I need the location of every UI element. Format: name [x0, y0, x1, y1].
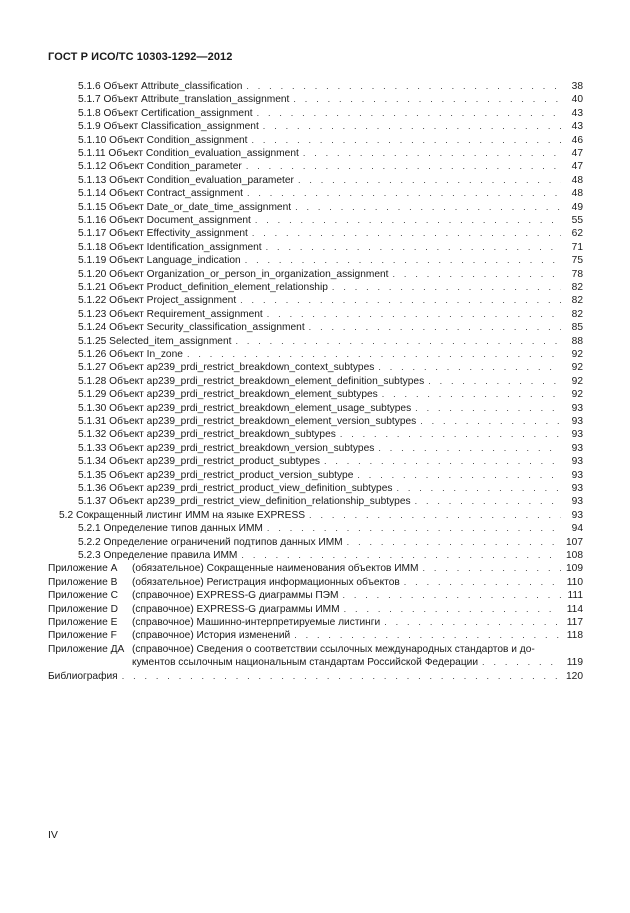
dot-leader: [257, 107, 561, 120]
toc-entry-title: 5.2 Сокращенный листинг ИММ на языке EXPRESS: [59, 509, 306, 521]
toc-entry-page: 92: [571, 362, 583, 374]
toc-entry[interactable]: [78, 254, 583, 267]
dot-leader: [267, 522, 561, 535]
toc-entry[interactable]: [78, 335, 583, 348]
toc-entry-title: (справочное) EXPRESS-G диаграммы ПЭМ: [132, 590, 339, 602]
toc-appendix[interactable]: [132, 616, 583, 629]
dot-leader: [263, 120, 561, 133]
dot-leader: [415, 495, 561, 508]
toc-entry[interactable]: [78, 227, 583, 240]
toc-entry-page: 40: [571, 94, 583, 106]
toc-entry-title: 5.1.22 Объект Project_assignment: [78, 295, 237, 307]
toc-entry-title: 5.1.37 Объект ap239_prdi_restrict_view_definition_relationship_subtypes: [78, 496, 411, 508]
toc-entry[interactable]: [78, 415, 583, 428]
toc-entry-title: 5.1.9 Объект Classification_assignment: [78, 121, 259, 133]
dot-leader: [235, 335, 561, 348]
toc-entry-title: Библиография: [48, 670, 118, 682]
toc-entry-page: 55: [571, 215, 583, 226]
dot-leader: [404, 576, 561, 589]
page-number: IV: [48, 829, 58, 841]
toc-entry-page: 47: [571, 148, 583, 159]
toc-entry[interactable]: [78, 348, 583, 361]
toc-entry[interactable]: [78, 455, 583, 468]
toc-entry[interactable]: [78, 536, 583, 549]
dot-leader: [241, 549, 561, 562]
dot-leader: [324, 455, 561, 468]
dot-leader: [247, 187, 561, 200]
dot-leader: [420, 415, 561, 428]
toc-entry-title: (справочное) Машинно-интерпретируемые листинги: [132, 617, 381, 628]
toc-entry-title: 5.1.14 Объект Contract_assignment: [78, 188, 243, 200]
toc-entry-title: 5.1.36 Объект ap239_prdi_restrict_product_view_definition_subtypes: [78, 483, 393, 494]
toc-entry-title: 5.1.7 Объект Attribute_translation_assignment: [78, 94, 290, 106]
toc-entry-page: 48: [571, 188, 583, 200]
toc-entry-page: 114: [566, 603, 583, 615]
toc-entry-title: кументов ссылочным национальным стандартам Российской Федерации: [132, 657, 479, 669]
toc-entry-title: 5.1.8 Объект Certification_assignment: [78, 107, 253, 119]
toc-entry[interactable]: [78, 482, 583, 495]
toc-entry[interactable]: [78, 187, 583, 200]
toc-entry-page: 47: [571, 161, 583, 173]
dot-leader: [344, 603, 561, 616]
toc-entry-title: 5.1.11 Объект Condition_evaluation_assignment: [78, 148, 299, 159]
toc-entry[interactable]: [78, 174, 583, 187]
toc-entry-title: 5.1.16 Объект Document_assignment: [78, 215, 251, 226]
toc-entry-title: 5.1.24 Объект Security_classification_assignment: [78, 322, 305, 334]
toc-entry[interactable]: [78, 428, 583, 441]
dot-leader: [309, 509, 561, 522]
dot-leader: [187, 348, 561, 361]
toc-entry-title: (обязательное) Сокращенные наименования объектов ИММ: [132, 563, 419, 575]
toc-entry-page: 43: [571, 107, 583, 119]
toc-entry-title: 5.1.17 Объект Effectivity_assignment: [78, 228, 248, 240]
toc-entry-page: 107: [566, 536, 583, 548]
toc-entry-page: 46: [571, 134, 583, 146]
toc-entry-page: 93: [571, 429, 583, 441]
toc-entry-title: 5.2.2 Определение ограничений подтипов данных ИММ: [78, 536, 343, 548]
dot-leader: [393, 268, 561, 281]
appendix-label: Приложение ДА: [48, 643, 125, 655]
toc-appendix[interactable]: [132, 589, 583, 602]
toc-bibliography[interactable]: [48, 670, 583, 683]
toc-entry-page: 92: [571, 349, 583, 360]
toc-entry-title: 5.1.30 Объект ap239_prdi_restrict_breakdown_element_usage_subtypes: [78, 402, 412, 414]
toc-entry[interactable]: [59, 509, 583, 522]
toc-entry-title: 5.1.29 Объект ap239_prdi_restrict_breakdown_element_subtypes: [78, 389, 378, 401]
toc-entry-title: (обязательное) Регистрация информационных объектов: [132, 576, 400, 588]
dot-leader: [332, 281, 561, 294]
dot-leader: [122, 670, 561, 683]
toc-entry-page: 82: [571, 282, 583, 293]
toc-entry[interactable]: [78, 241, 583, 254]
toc-entry-title: 5.1.18 Объект Identification_assignment: [78, 241, 262, 253]
toc-entry[interactable]: [78, 321, 583, 334]
toc-entry-title: 5.1.32 Объект ap239_prdi_restrict_breakdown_subtypes: [78, 429, 336, 441]
dot-leader: [357, 469, 561, 482]
dot-leader: [293, 93, 561, 106]
toc-entry-title: 5.1.13 Объект Condition_evaluation_parameter: [78, 174, 294, 186]
toc-entry-page: 82: [571, 308, 583, 320]
toc-entry-page: 93: [571, 442, 583, 454]
toc-entry[interactable]: [78, 294, 583, 307]
toc-entry[interactable]: [78, 93, 583, 106]
toc-entry-title: 5.2.3 Определение правила ИММ: [78, 550, 238, 561]
toc-entry-title: 5.1.15 Объект Date_or_date_time_assignment: [78, 201, 292, 213]
appendix-label: Приложение А: [48, 563, 118, 575]
toc-appendix[interactable]: [132, 643, 583, 656]
dot-leader: [384, 616, 561, 629]
toc-entry-page: 93: [571, 416, 583, 427]
toc-entry[interactable]: [78, 375, 583, 388]
dot-leader: [303, 147, 561, 160]
toc-entry-title: 5.1.21 Объект Product_definition_element_relationship: [78, 282, 328, 293]
toc-entry[interactable]: [78, 107, 583, 120]
dot-leader: [298, 174, 561, 187]
toc-appendix[interactable]: [132, 603, 583, 616]
dot-leader: [267, 308, 561, 321]
toc-appendix[interactable]: [132, 562, 583, 575]
dot-leader: [340, 428, 561, 441]
toc-entry[interactable]: [78, 160, 583, 173]
dot-leader: [252, 227, 561, 240]
toc-appendix[interactable]: [132, 576, 583, 589]
dot-leader: [251, 134, 561, 147]
toc-entry[interactable]: [78, 442, 583, 455]
toc-entry-page: 118: [566, 630, 583, 642]
dot-leader: [378, 442, 561, 455]
toc-entry-title: (справочное) EXPRESS-G диаграммы ИММ: [132, 603, 340, 615]
toc-entry[interactable]: [78, 281, 583, 294]
toc-entry-page: 62: [571, 228, 583, 240]
toc-entry-title: 5.1.35 Объект ap239_prdi_restrict_product_version_subtype: [78, 469, 354, 481]
dot-leader: [423, 562, 561, 575]
toc-entry-title: 5.1.25 Selected_item_assignment: [78, 335, 232, 347]
toc-entry-page: 94: [571, 523, 583, 535]
toc-entry-page: 120: [566, 670, 583, 682]
toc-entry[interactable]: [78, 495, 583, 508]
toc-entry-page: 93: [571, 483, 583, 494]
toc-entry[interactable]: [78, 522, 583, 535]
appendix-label: Приложение F: [48, 630, 117, 642]
appendix-label: Приложение С: [48, 590, 118, 602]
toc-entry-title: 5.1.31 Объект ap239_prdi_restrict_breakdown_element_version_subtypes: [78, 416, 417, 427]
dot-leader: [482, 656, 561, 669]
toc-entry-page: 38: [571, 81, 583, 92]
toc-entry-page: 43: [571, 121, 583, 133]
toc-appendix[interactable]: [132, 629, 583, 642]
toc-entry[interactable]: [78, 214, 583, 227]
toc-entry[interactable]: [78, 549, 583, 562]
toc-entry-page: 88: [571, 335, 583, 347]
document-header: ГОСТ Р ИСО/ТС 10303-1292—2012: [48, 51, 233, 63]
toc-entry-page: 71: [571, 241, 583, 253]
toc-entry-title: 5.1.34 Объект ap239_prdi_restrict_product_subtypes: [78, 456, 320, 468]
toc-entry-page: 92: [571, 389, 583, 401]
toc-entry-page: 109: [566, 563, 583, 575]
toc-entry-title: 5.1.26 Объект In_zone: [78, 349, 183, 360]
toc-entry-page: 93: [571, 456, 583, 468]
toc-entry-title: 5.1.10 Объект Condition_assignment: [78, 134, 248, 146]
toc-entry[interactable]: [78, 134, 583, 147]
appendix-label: Приложение Е: [48, 617, 118, 628]
dot-leader: [347, 536, 561, 549]
toc-entry-page: 117: [566, 617, 583, 628]
dot-leader: [396, 482, 561, 495]
toc-entry-page: 75: [571, 255, 583, 267]
toc-entry-page: 108: [566, 550, 583, 561]
toc-entry[interactable]: [78, 268, 583, 281]
toc-entry[interactable]: [78, 80, 583, 93]
toc-entry-page: 93: [571, 496, 583, 508]
toc-entry-page: 119: [566, 657, 583, 669]
toc-entry-page: 48: [571, 174, 583, 186]
toc-entry-page: 110: [566, 576, 583, 588]
dot-leader: [382, 388, 561, 401]
dot-leader: [255, 214, 561, 227]
toc-entry-title: (справочное) Сведения о соответствии ссылочных международных стандартов и до-: [132, 643, 535, 655]
toc-entry-page: 93: [571, 469, 583, 481]
dot-leader: [240, 294, 561, 307]
dot-leader: [266, 241, 561, 254]
toc-appendix-continued[interactable]: [132, 656, 583, 669]
appendix-label: Приложение В: [48, 576, 118, 588]
toc-entry-title: 5.1.6 Объект Attribute_classification: [78, 81, 243, 92]
toc-entry-title: 5.1.27 Объект ap239_prdi_restrict_breakdown_context_subtypes: [78, 362, 375, 374]
toc-entry[interactable]: [78, 147, 583, 160]
toc-entry[interactable]: [78, 402, 583, 415]
dot-leader: [246, 160, 561, 173]
toc-entry-page: 85: [571, 322, 583, 334]
toc-entry[interactable]: [78, 469, 583, 482]
toc-entry-page: 93: [571, 402, 583, 414]
toc-entry[interactable]: [78, 361, 583, 374]
toc-entry-title: 5.1.19 Объект Language_indication: [78, 255, 241, 267]
dot-leader: [309, 321, 561, 334]
dot-leader: [378, 361, 561, 374]
toc-entry-title: 5.1.23 Объект Requirement_assignment: [78, 308, 263, 320]
toc-entry-page: 93: [571, 509, 583, 521]
toc-entry-page: 82: [571, 295, 583, 307]
toc-entry[interactable]: [78, 308, 583, 321]
toc-entry-title: 5.1.12 Объект Condition_parameter: [78, 161, 242, 173]
toc-entry-page: 92: [571, 375, 583, 387]
dot-leader: [246, 80, 561, 93]
appendix-label: Приложение D: [48, 603, 118, 615]
toc-entry-page: 49: [571, 201, 583, 213]
toc-entry-title: (справочное) История изменений: [132, 630, 291, 642]
dot-leader: [294, 629, 561, 642]
toc-entry-page: 111: [567, 590, 583, 602]
dot-leader: [415, 402, 561, 415]
toc-entry[interactable]: [78, 120, 583, 133]
dot-leader: [428, 375, 561, 388]
toc-entry[interactable]: [78, 388, 583, 401]
toc-entry-title: 5.1.33 Объект ap239_prdi_restrict_breakdown_version_subtypes: [78, 442, 375, 454]
dot-leader: [245, 254, 561, 267]
toc-entry-title: 5.2.1 Определение типов данных ИММ: [78, 523, 263, 535]
toc-entry-title: 5.1.28 Объект ap239_prdi_restrict_breakdown_element_definition_subtypes: [78, 375, 425, 387]
dot-leader: [342, 589, 561, 602]
toc-entry-page: 78: [571, 268, 583, 280]
toc-entry[interactable]: [78, 201, 583, 214]
toc-entry-title: 5.1.20 Объект Organization_or_person_in_organization_assignment: [78, 268, 389, 280]
dot-leader: [295, 201, 561, 214]
